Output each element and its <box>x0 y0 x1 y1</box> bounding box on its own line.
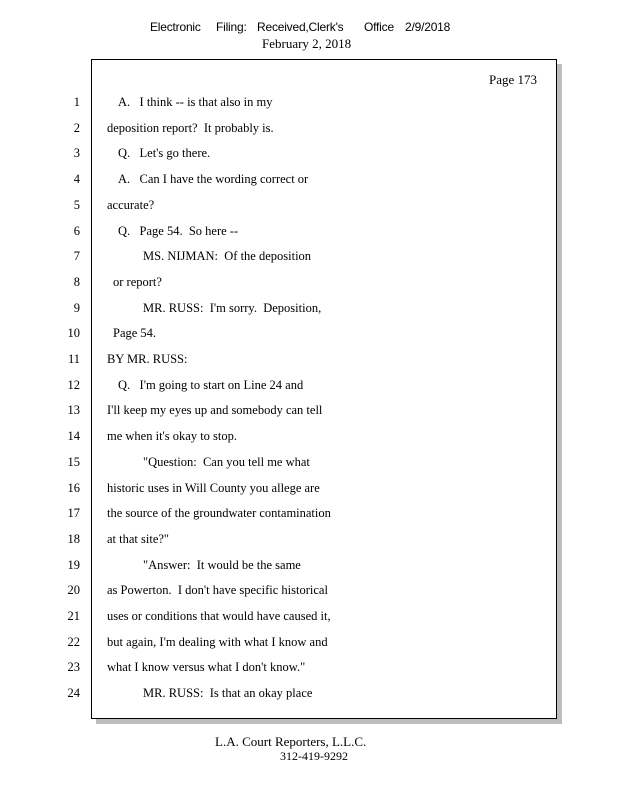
transcript-line: A. Can I have the wording correct or <box>118 172 309 186</box>
transcript-line: the source of the groundwater contamination <box>107 506 331 520</box>
transcript-line: "Question: Can you tell me what <box>143 455 310 469</box>
filing-stamp-electronic: Electronic <box>150 20 201 34</box>
filing-stamp-filing: Filing: <box>216 20 247 34</box>
line-number: 20 <box>67 583 80 597</box>
transcript-line: MR. RUSS: Is that an okay place <box>143 686 313 700</box>
line-number: 4 <box>73 172 80 186</box>
line-number: 2 <box>73 121 80 135</box>
page-number: Page 173 <box>489 72 538 87</box>
transcript-line: or report? <box>113 275 162 289</box>
transcript-line: MR. RUSS: I'm sorry. Deposition, <box>143 301 322 315</box>
transcript-line: MS. NIJMAN: Of the deposition <box>143 249 312 263</box>
transcript-line: what I know versus what I don't know." <box>107 660 306 674</box>
line-number: 6 <box>73 224 80 238</box>
transcript-date: February 2, 2018 <box>262 36 352 51</box>
transcript-line: uses or conditions that would have caused it, <box>107 609 331 623</box>
line-number: 21 <box>67 609 80 623</box>
filing-stamp-date: 2/9/2018 <box>405 20 451 34</box>
line-number: 23 <box>67 660 80 674</box>
transcript-line: I'll keep my eyes up and somebody can tell <box>107 403 323 417</box>
line-number: 9 <box>73 301 80 315</box>
transcript-line: Q. I'm going to start on Line 24 and <box>118 378 304 392</box>
transcript-line: at that site?" <box>107 532 170 546</box>
court-reporter-name: L.A. Court Reporters, L.L.C. <box>215 734 367 749</box>
transcript-line: accurate? <box>107 198 155 212</box>
line-number: 19 <box>67 558 80 572</box>
filing-stamp-received: Received,Clerk's <box>257 20 344 34</box>
line-number: 15 <box>67 455 80 469</box>
transcript-line: deposition report? It probably is. <box>107 121 274 135</box>
transcript-line: as Powerton. I don't have specific historical <box>107 583 328 597</box>
line-number: 1 <box>73 95 80 109</box>
transcript-line: historic uses in Will County you allege are <box>107 481 320 495</box>
line-number: 7 <box>73 249 80 263</box>
transcript-line: BY MR. RUSS: <box>107 352 188 366</box>
line-number: 10 <box>67 326 80 340</box>
transcript-line: Q. Page 54. So here -- <box>118 224 239 238</box>
transcript-line: "Answer: It would be the same <box>143 558 301 572</box>
line-number: 17 <box>67 506 80 520</box>
transcript-line: A. I think -- is that also in my <box>118 95 273 109</box>
line-number: 18 <box>67 532 80 546</box>
line-number: 8 <box>73 275 80 289</box>
transcript-line: Page 54. <box>113 326 157 340</box>
line-number: 3 <box>73 146 80 160</box>
court-reporter-phone: 312-419-9292 <box>280 749 348 763</box>
transcript-line: Q. Let's go there. <box>118 146 211 160</box>
transcript-line: but again, I'm dealing with what I know and <box>107 635 328 649</box>
line-number: 13 <box>67 403 80 417</box>
transcript-line: me when it's okay to stop. <box>107 429 238 443</box>
filing-stamp-office: Office <box>364 20 394 34</box>
line-number: 5 <box>73 198 80 212</box>
line-number: 22 <box>67 635 80 649</box>
line-number: 11 <box>67 352 80 366</box>
line-number: 12 <box>67 378 80 392</box>
line-number: 24 <box>67 686 80 700</box>
line-number: 16 <box>67 481 80 495</box>
filing-stamp <box>150 20 450 34</box>
line-number: 14 <box>67 429 80 443</box>
